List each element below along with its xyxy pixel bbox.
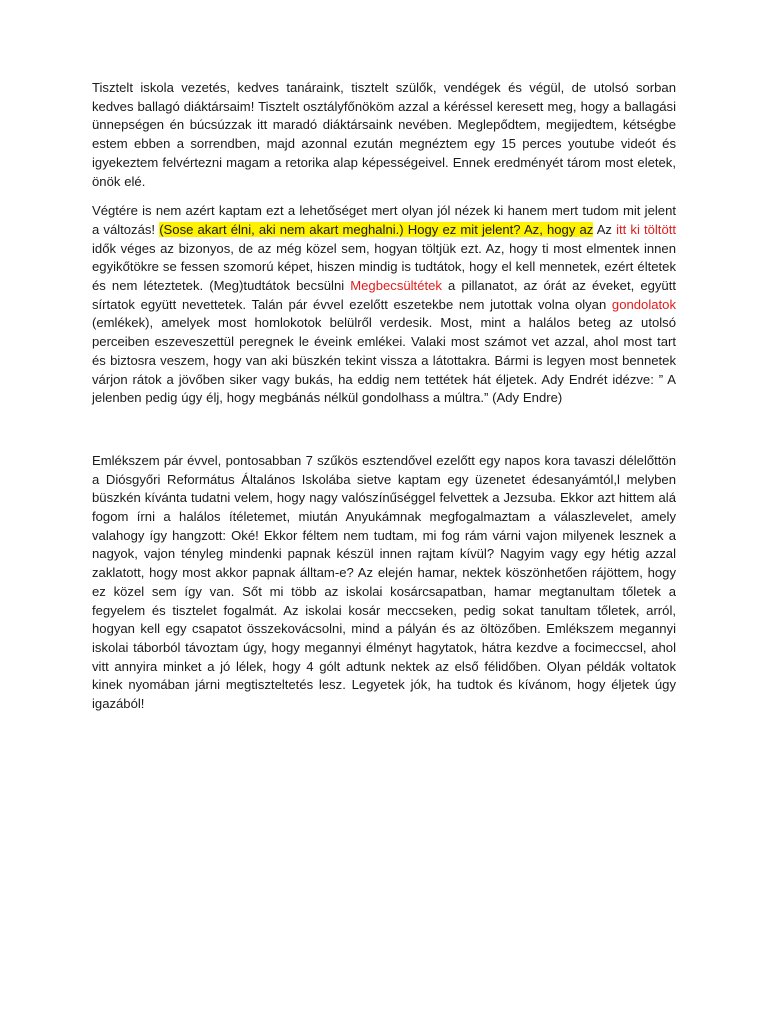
red-text-megbecsultetek: Megbecsültétek [350,278,442,294]
paragraph-change-text-i: (emlékek), amelyek most homlokotok belülről verdesik. Most, mint a halálos beteg az utolsó perceiben eszeveszettül peregnek le éveink emlékei. Valaki most számot vet azzal, ahol most tart és biztosra veszem, hogy van aki büszkén tekint vissza a látottakra. Bármi is legyen most bennetek várjon rátok a jövőben siker vagy bukás, ha eddig nem tettétek hát éljetek. Ady Endrét idézve: ” A jelenben pedig úgy élj, hogy megbánás nélkül gondolhass a múltra.” (Ady Endre) [92,315,676,406]
highlighted-text: (Sose akart élni, aki nem akart meghalni.) Hogy ez mit jelent? Az, hogy az [159,221,594,237]
paragraph-change [92,202,676,408]
paragraph-change-text-a: Végtére is nem azért kaptam ezt a lehetőséget mert olyan jól nézek ki hanem mert tudom mit jelent a változás! [92,203,676,237]
paragraph-memories: Emlékszem pár évvel, pontosabban 7 szűkös esztendővel ezelőtt egy napos kora tavaszi délelőttön a Diósgyőri Református Általános Iskolába sietve kaptam egy üzenetet édesanyámtól,l melyben büszkén kívánta tudatni velem, hogy nagy valószínűséggel felvettek a Jezsuba. Ekkor azt hittem alá fogom írni a halálos ítéletemet, miután Anyukámnak megfogalmaztam a válaszlevelet, amely valahogy így hangzott: Oké! Ekkor féltem nem tudtam, mi fog rám várni vajon milyenek lesznek a nagyok, vajon tényleg mindenki papnak készül innen rajtam kívül? Nagyim vagy egy hétig azzal zaklatott, hogy most akkor papnak álltam-e? Az elején hamar, nektek köszönhetően rájöttem, hogy ez közel sem így van. Sőt mi több az iskolai kosárcsapatban, hamar megtanultam tőletek a fegyelem és tisztelet fogalmát. Az iskolai kosár meccseken, pedig sokat tanultam tőletek, arról, hogyan kell egy csapatot összekovácsolni, mind a pályán és az öltözőben. Emlékszem megannyi iskolai táborból távoztam úgy, hogy megannyi élményt hagytatok, hátra kezdve a focimeccsel, ahol vitt annyira minket a jó lélek, hogy 4 gólt adtunk nektek az első félidőben. Olyan példák voltatok kinek nyomában járni megtiszteltetés lesz. Legyetek jók, ha tudtok és kívánom, hogy éljetek úgy igazából! [92,452,676,712]
paragraph-change-text-g: a pillanatot, az órát az éveket, együtt sírtatok együtt nevettetek. Talán pár évvel ezelőtt eszetekbe nem jutottak volna olyan [92,278,676,312]
red-text-gondolatok: gondolatok [611,296,676,312]
red-text-itt-ki-toltott: itt ki töltött [616,221,677,237]
paragraph-change-text-c: Az [593,221,617,237]
paragraph-intro: Tisztelt iskola vezetés, kedves tanáraink, tisztelt szülők, vendégek és végül, de utolsó sorban kedves ballagó diáktársaim! Tisztelt osztályfőnököm azzal a kéréssel keresett meg, hogy a ballagási ünnepségen én búcsúzzak itt maradó diáktársaink nevében. Meglepődtem, megijedtem, kétségbe estem ebben a sorrendben, majd azonnal ezután megnéztem egy 15 perces youtube videót és igyekeztem felvértezni magam a retorika alap képességeivel. Ennek eredményét tárom most eletek, önök elé. [92,80,676,189]
paragraph-change-text-e: idők véges az bizonyos, de az még közel sem, hogyan töltjük ezt. Az, hogy ti most elmentek innen egyikőtökre se fessen szomorú képet, hiszen mindig is tudtátok, hogy el kell mennetek, ezért éltetek és nem léteztetek. (Meg)tudtátok becsülni [92,240,676,294]
